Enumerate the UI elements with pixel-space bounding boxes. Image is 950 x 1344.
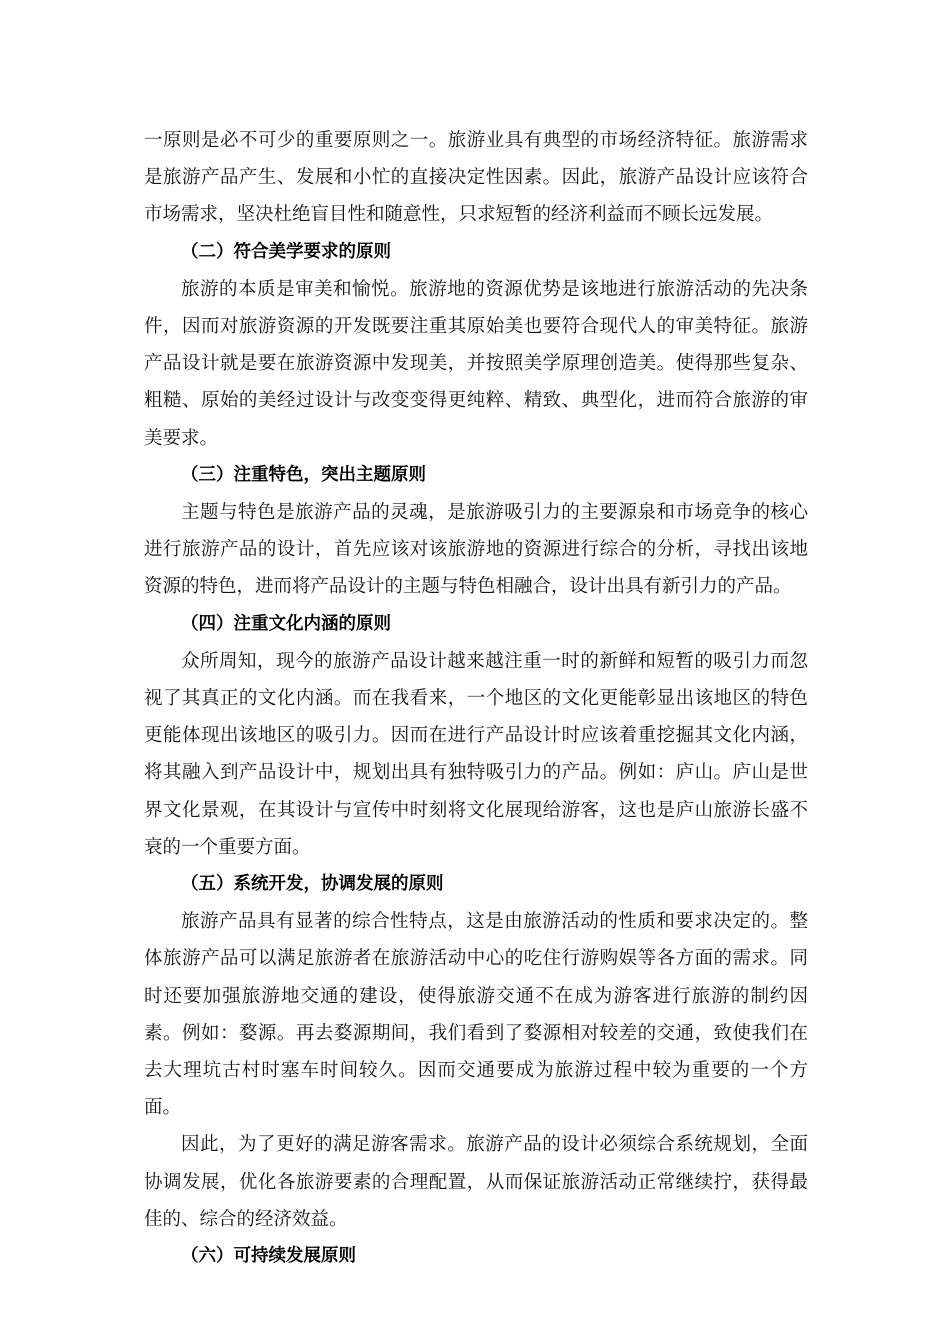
section-heading-features-theme: （三）注重特色，突出主题原则 [181, 464, 426, 485]
paragraph-aesthetics: 旅游的本质是审美和愉悦。旅游地的资源优势是该地进行旅游活动的先决条件，因而对旅游资源的开发既要注重其原始美也要符合现代人的审美特征。旅游产品设计就是要在旅游资源中发现美，并按照美学原理创造美。使得那些复杂、粗糙、原始的美经过设计与改变变得更纯粹、精致、典型化，进而符合旅游的审美要求。 [144, 278, 808, 449]
paragraph-systematic-conclusion: 因此，为了更好的满足游客需求。旅游产品的设计必须综合系统规划，全面协调发展，优化各旅游要素的合理配置，从而保证旅游活动正常继续拧，获得最佳的、综合的经济效益。 [144, 1134, 808, 1230]
section-heading-sustainable-development: （六）可持续发展原则 [181, 1246, 356, 1267]
document-body [144, 122, 808, 1275]
paragraph-systematic-development: 旅游产品具有显著的综合性特点，这是由旅游活动的性质和要求决定的。整体旅游产品可以满足旅游者在旅游活动中心的吃住行游购娱等各方面的需求。同时还要加强旅游地交通的建设，使得旅游交通不在成为游客进行旅游的制约因素。例如：婺源。再去婺源期间，我们看到了婺源相对较差的交通，致使我们在去大理坑古村时塞车时间较久。因而交通要成为旅游过程中较为重要的一个方面。 [144, 911, 808, 1119]
section-heading-systematic-development: （五）系统开发，协调发展的原则 [181, 874, 444, 895]
section-heading-aesthetics: （二）符合美学要求的原则 [181, 241, 391, 262]
paragraph-features-theme: 主题与特色是旅游产品的灵魂，是旅游吸引力的主要源泉和市场竞争的核心进行旅游产品的设计，首先应该对该旅游地的资源进行综合的分析，寻找出该地资源的特色，进而将产品设计的主题与特色相融合，设计出具有新引力的产品。 [144, 502, 808, 598]
section-heading-cultural-connotation: （四）注重文化内涵的原则 [181, 613, 391, 634]
paragraph-market-demand-continued: 一原则是必不可少的重要原则之一。旅游业具有典型的市场经济特征。旅游需求是旅游产品产生、发展和小忙的直接决定性因素。因此，旅游产品设计应该符合市场需求，坚决杜绝盲目性和随意性，只求短暂的经济利益而不顾长远发展。 [144, 130, 808, 226]
paragraph-cultural-connotation: 众所周知，现今的旅游产品设计越来越注重一时的新鲜和短暂的吸引力而忽视了其真正的文化内涵。而在我看来，一个地区的文化更能彰显出该地区的特色更能体现出该地区的吸引力。因而在进行产品设计时应该着重挖掘其文化内涵，将其融入到产品设计中，规划出具有独特吸引力的产品。例如：庐山。庐山是世界文化景观，在其设计与宣传中时刻将文化展现给游客，这也是庐山旅游长盛不衰的一个重要方面。 [144, 650, 808, 858]
